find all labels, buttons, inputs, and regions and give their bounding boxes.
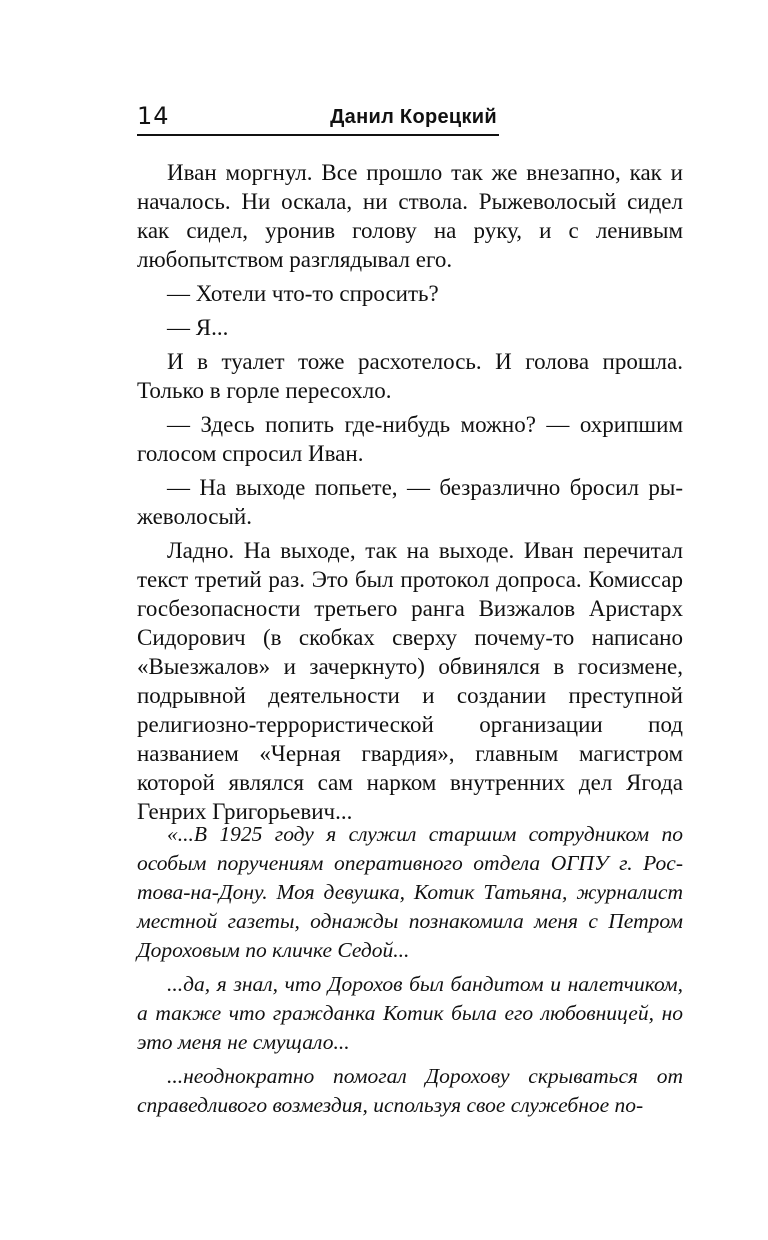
excerpt-paragraph: ...да, я знал, что Дорохов был бандитом и налетчиком, а также что гражданка Котик была его любовницей, но это меня не смущало... [137, 972, 683, 1054]
page-number: 14 [137, 102, 170, 130]
page-header [137, 100, 499, 136]
paragraph: И в туалет тоже расхотелось. И голова прошла. Только в горле пересохло. [137, 349, 683, 403]
italic-excerpt [137, 820, 683, 1125]
excerpt-paragraph: «...В 1925 году я служил старшим сотрудником по особым поручениям оперативного отдела ОГПУ г. Ростова-на-Дону. Моя девушка, Котик Татьяна, журналист местной газеты, однажды познакомила меня с Петром Дороховым по кличке Седой... [137, 822, 683, 962]
paragraph: Ладно. На выходе, так на выходе. Иван перечитал текст третий раз. Это был протокол допроса. Комиссар госбезопасности третьего ранга Визжалов Аристарх Сидорович (в скобках сверху почему-то написано «Выезжалов» и зачеркнуто) обвинялся в госизмене, подрывной деятельности и создании преступной религиозно-террористической организации под названием «Черная гвардия», главным магистром которой являлся сам нарком внутренних дел Ягода Генрих Григорьевич... [137, 538, 683, 824]
main-text [137, 158, 683, 831]
excerpt-paragraph: ...неоднократно помогал Дорохову скрываться от справедливого возмездия, используя свое служебное по- [137, 1064, 683, 1117]
paragraph: — Здесь попить где-нибудь можно? — охрипшим голосом спросил Иван. [137, 412, 683, 466]
paragraph: — Я... [167, 315, 229, 340]
paragraph: Иван моргнул. Все прошло так же внезапно, как и началось. Ни оскала, ни ствола. Рыжеволосый сидел как сидел, уронив голову на руку, и с ленивым любопытством разглядывал его. [137, 160, 683, 272]
paragraph: — Хотели что-то спросить? [167, 281, 439, 306]
running-head-author: Данил Корецкий [330, 106, 497, 128]
paragraph: — На выходе попьете, — безразлично бросил рыжеволосый. [137, 475, 683, 529]
